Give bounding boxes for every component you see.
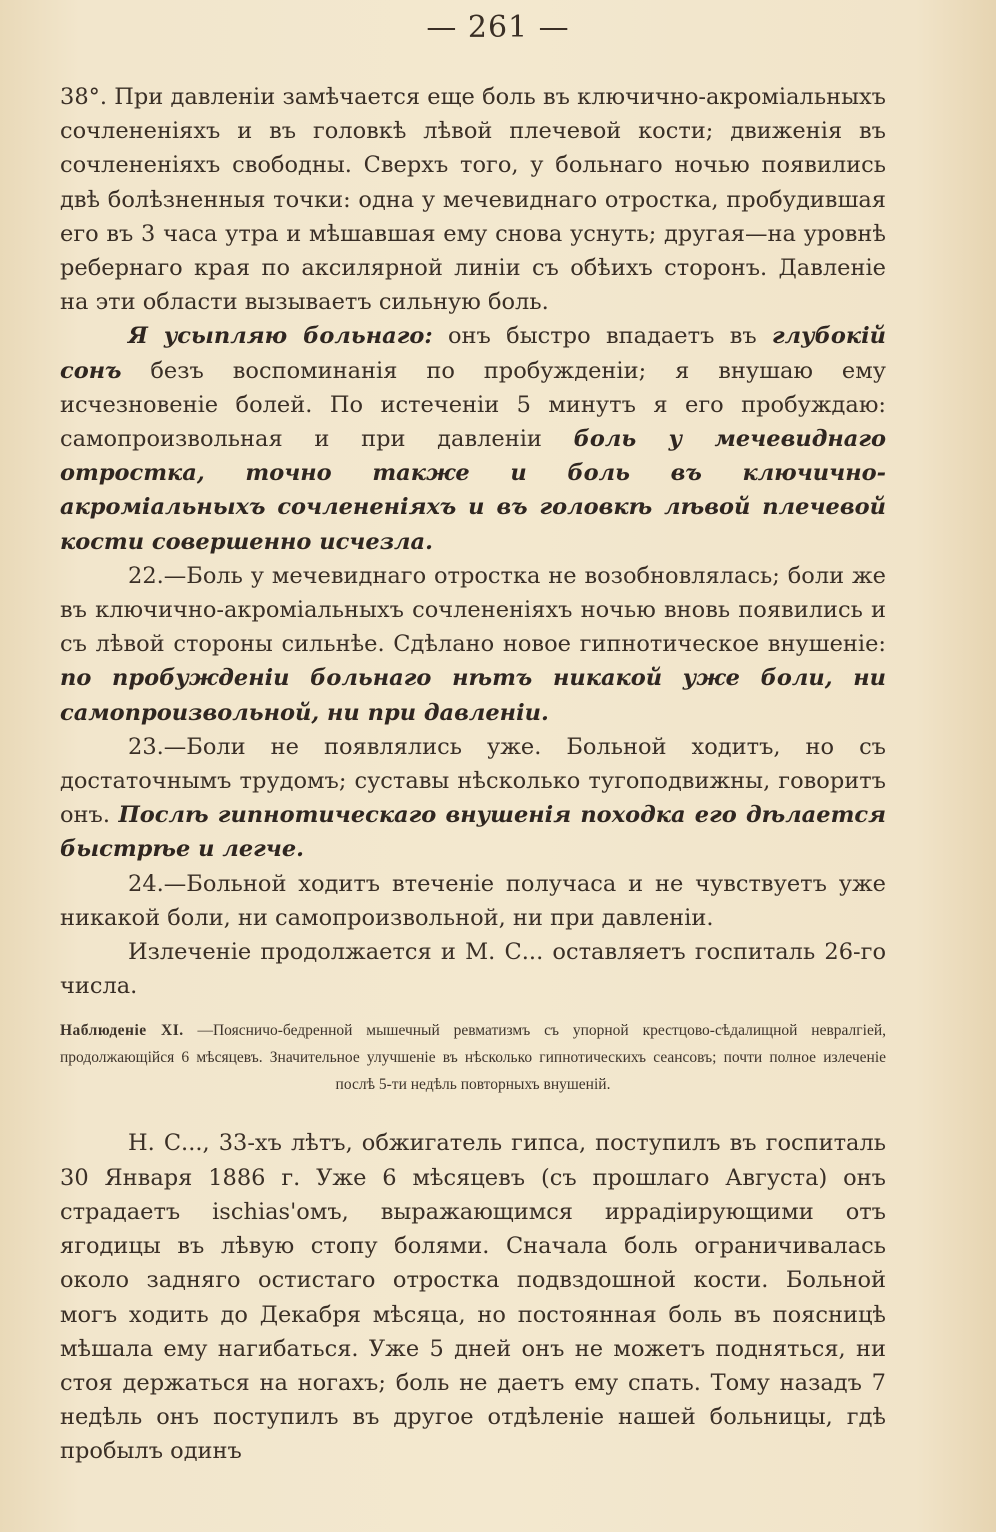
- page-body: [60, 80, 886, 1469]
- italic-phrase: Послѣ гипнотическаго внушенія походка его дѣлается быстрѣе и легче.: [60, 802, 886, 863]
- text-run: 23.—Боли не появлялись уже. Больной ходитъ, но съ достаточнымъ трудомъ; суставы нѣсколько тугоподвижны, говоритъ онъ.: [60, 733, 886, 829]
- italic-phrase: по пробужденіи больнаго нѣтъ никакой уже боли, ни самопроизвольной, ни при давленіи.: [60, 665, 886, 726]
- observation-header: [60, 1017, 886, 1098]
- paragraph-hypnosis: [60, 319, 886, 558]
- italic-phrase: боль у мечевиднаго отростка, точно также и боль въ ключично-акроміальныхъ сочлененіяхъ и въ головкѣ лѣвой плечевой кости совершенно исчезла.: [60, 426, 886, 555]
- paragraph-case-history: Н. С..., 33-хъ лѣтъ, обжигатель гипса, поступилъ въ госпиталь 30 Января 1886 г. Уже 6 мѣсяцевъ (съ прошлаго Августа) онъ страдаетъ ischias'омъ, выражающимся иррадіирующими отъ ягодицы въ лѣвую стопу болями. Сначала боль ограничивалась около задняго остистаго отростка подвздошной кости. Больной могъ ходить до Декабря мѣсяца, но постоянная боль въ поясницѣ мѣшала ему нагибаться. Уже 5 дней онъ не можетъ подняться, ни стоя держаться на ногахъ; боль не даетъ ему спать. Тому назадъ 7 недѣль онъ поступилъ въ другое отдѣленіе нашей больницы, гдѣ пробылъ одинъ: [60, 1130, 886, 1465]
- paragraph-22: [60, 559, 886, 730]
- italic-phrase: глубокій сонъ: [60, 323, 886, 384]
- observation-title: Наблюденіе XI.: [60, 1022, 184, 1040]
- italic-phrase: Я усыпляю больнаго:: [128, 323, 433, 350]
- observation-summary: —Поясничо-бедренной мышечный ревматизмъ съ упорной крестцово-сѣдалищной невралгіей, продолжающійся 6 мѣсяцевъ. Значительное улучшеніе въ нѣсколько гипнотическихъ сеансовъ; почти полное излеченіе послѣ 5-ти недѣль повторныхъ внушеній.: [60, 1022, 887, 1094]
- paragraph-23: [60, 730, 886, 867]
- paragraph-discharge: Излеченіе продолжается и М. С... оставляетъ госпиталь 26-го числа.: [60, 939, 886, 1000]
- paragraph-38: 38°. При давленіи замѣчается еще боль въ ключично-акроміальныхъ сочлененіяхъ и въ головкѣ лѣвой плечевой кости; движенія въ сочлененіяхъ свободны. Сверхъ того, у больнаго ночью появились двѣ болѣзненныя точки: одна у мечевиднаго отростка, пробудившая его въ 3 часа утра и мѣшавшая ему снова уснуть; другая—на уровнѣ ребернаго края по аксилярной линіи съ обѣихъ сторонъ. Давленіе на эти области вызываетъ сильную боль.: [60, 84, 886, 316]
- text-run: безъ воспоминанія по пробужденіи; я внушаю ему исчезновеніе болей. По истеченіи 5 минутъ я его пробуждаю: самопроизвольная и при давленіи: [60, 357, 886, 453]
- paragraph-24: 24.—Больной ходитъ втеченіе получаса и не чувствуетъ уже никакой боли, ни самопроизвольной, ни при давленіи.: [60, 870, 886, 931]
- text-run: 22.—Боль у мечевиднаго отростка не возобновлялась; боли же въ ключично-акроміальныхъ сочлененіяхъ ночью вновь появились и съ лѣвой стороны сильнѣе. Сдѣлано новое гипнотическое внушеніе:: [60, 562, 886, 658]
- text-run: онъ быстро впадаетъ въ: [432, 323, 773, 350]
- page-number: — 261 —: [426, 10, 570, 45]
